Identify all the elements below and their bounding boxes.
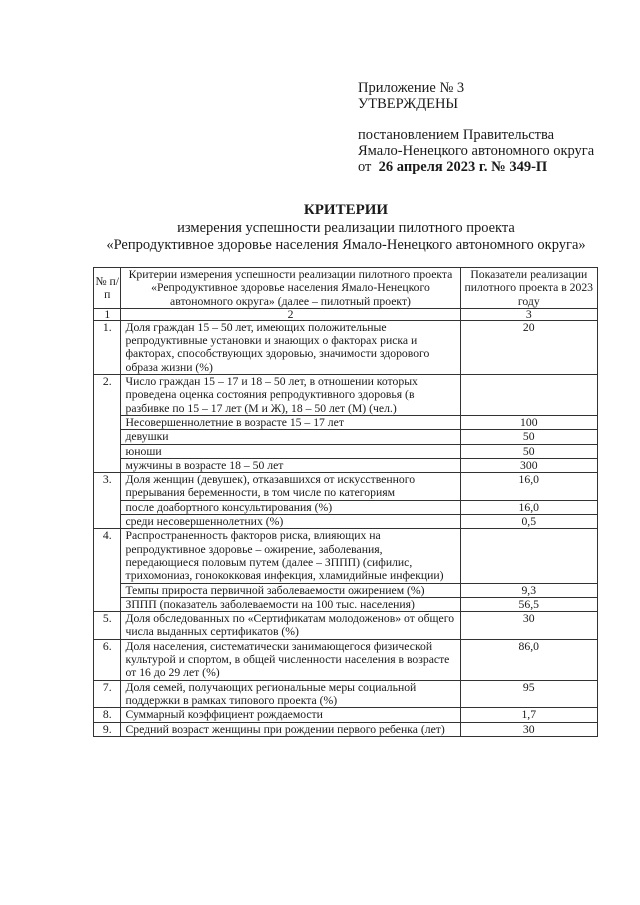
column-number: 2 <box>121 308 460 320</box>
indicator-value: 20 <box>460 320 597 374</box>
approval-region: Ямало-Ненецкого автономного округа <box>358 143 595 159</box>
row-number: 8. <box>94 708 121 722</box>
indicator-value <box>460 529 597 583</box>
table-row <box>94 320 598 374</box>
subcriterion-text: ЗППП (показатель заболеваемости на 100 тыс. населения) <box>121 597 460 611</box>
subindicator-value: 0,5 <box>460 515 597 529</box>
table-subrow <box>94 430 598 444</box>
appendix-number: Приложение № 3 <box>358 80 465 96</box>
column-number: 1 <box>94 308 121 320</box>
criterion-text: Число граждан 15 – 17 и 18 – 50 лет, в отношении которых проведена оценка состояния репродуктивного здоровья (в разбивке по 15 – 17 лет (М и Ж), 18 – 50 лет (М) (чел.) <box>121 375 460 416</box>
subcriterion-text: Темпы прироста первичной заболеваемости ожирением (%) <box>121 583 460 597</box>
indicator-value: 30 <box>460 722 597 736</box>
subcriterion-text: мужчины в возрасте 18 – 50 лет <box>121 458 460 472</box>
subcriterion-text: Несовершеннолетние в возрасте 15 – 17 лет <box>121 415 460 429</box>
criterion-text: Доля обследованных по «Сертификатам молодоженов» от общего числа выданных сертификатов (%) <box>121 612 460 640</box>
subindicator-value: 50 <box>460 430 597 444</box>
row-number: 2. <box>94 375 121 473</box>
subindicator-value: 56,5 <box>460 597 597 611</box>
indicator-value: 30 <box>460 612 597 640</box>
row-number: 7. <box>94 680 121 708</box>
table-subrow <box>94 515 598 529</box>
document-subtitle: измерения успешности реализации пилотного проекта <box>177 220 515 236</box>
table-row <box>94 639 598 680</box>
header-number: № п/п <box>94 268 121 309</box>
table-subrow <box>94 415 598 429</box>
row-number: 6. <box>94 639 121 680</box>
approved-label: УТВЕРЖДЕНЫ <box>358 96 459 112</box>
row-number: 5. <box>94 612 121 640</box>
table-row <box>94 722 598 736</box>
row-number: 9. <box>94 722 121 736</box>
criterion-text: Распространенность факторов риска, влияющих на репродуктивное здоровье – ожирение, заболевания, передающиеся половым путем (далее – ЗППП) (сифилис, трихомониаз, гонококковая инфекция, хламидийные инфекции) <box>121 529 460 583</box>
header-criteria: Критерии измерения успешности реализации пилотного проекта «Репродуктивное здоровье населения Ямало-Ненецкого автономного округа» (далее – пилотный проект) <box>121 268 460 309</box>
criterion-text: Средний возраст женщины при рождении первого ребенка (лет) <box>121 722 460 736</box>
table-row <box>94 529 598 583</box>
document-title: КРИТЕРИИ <box>303 202 389 218</box>
row-number: 4. <box>94 529 121 612</box>
column-number: 3 <box>460 308 597 320</box>
table-subrow <box>94 444 598 458</box>
table-subrow <box>94 458 598 472</box>
table-subrow <box>94 597 598 611</box>
header-indicators: Показатели реализации пилотного проекта в 2023 году <box>460 268 597 309</box>
indicator-value: 1,7 <box>460 708 597 722</box>
column-number-row <box>94 308 598 320</box>
indicator-value <box>460 375 597 416</box>
table-row <box>94 473 598 501</box>
table-subrow <box>94 583 598 597</box>
table-row <box>94 708 598 722</box>
subindicator-value: 50 <box>460 444 597 458</box>
row-number: 1. <box>94 320 121 374</box>
subcriterion-text: среди несовершеннолетних (%) <box>121 515 460 529</box>
indicator-value: 95 <box>460 680 597 708</box>
date-prefix: от <box>358 159 372 175</box>
indicator-value: 86,0 <box>460 639 597 680</box>
approval-date: 26 апреля 2023 г. № 349-П <box>378 159 548 175</box>
criteria-table <box>93 267 598 737</box>
subindicator-value: 300 <box>460 458 597 472</box>
approval-date-line <box>358 159 594 175</box>
table-header-row <box>94 268 598 309</box>
table-row <box>94 612 598 640</box>
indicator-value: 16,0 <box>460 473 597 501</box>
table-subrow <box>94 500 598 514</box>
subindicator-value: 100 <box>460 415 597 429</box>
subcriterion-text: девушки <box>121 430 460 444</box>
subindicator-value: 9,3 <box>460 583 597 597</box>
approval-line: постановлением Правительства <box>358 127 555 143</box>
table-row <box>94 680 598 708</box>
document-subtitle-project: «Репродуктивное здоровье населения Ямало-Ненецкого автономного округа» <box>106 237 586 253</box>
subindicator-value: 16,0 <box>460 500 597 514</box>
subcriterion-text: юноши <box>121 444 460 458</box>
approval-header <box>358 80 594 175</box>
criterion-text: Доля семей, получающих региональные меры социальной поддержки в рамках типового проекта (%) <box>121 680 460 708</box>
criterion-text: Доля населения, систематически занимающегося физической культурой и спортом, в общей численности населения в возрасте от 16 до 29 лет (%) <box>121 639 460 680</box>
table-row <box>94 375 598 416</box>
subcriterion-text: после доабортного консультирования (%) <box>121 500 460 514</box>
criterion-text: Доля женщин (девушек), отказавшихся от искусственного прерывания беременности, в том числе по категориям <box>121 473 460 501</box>
criterion-text: Доля граждан 15 – 50 лет, имеющих положительные репродуктивные установки и знающих о факторах риска и факторах, способствующих здоровью, значимости здорового образа жизни (%) <box>121 320 460 374</box>
row-number: 3. <box>94 473 121 529</box>
criterion-text: Суммарный коэффициент рождаемости <box>121 708 460 722</box>
